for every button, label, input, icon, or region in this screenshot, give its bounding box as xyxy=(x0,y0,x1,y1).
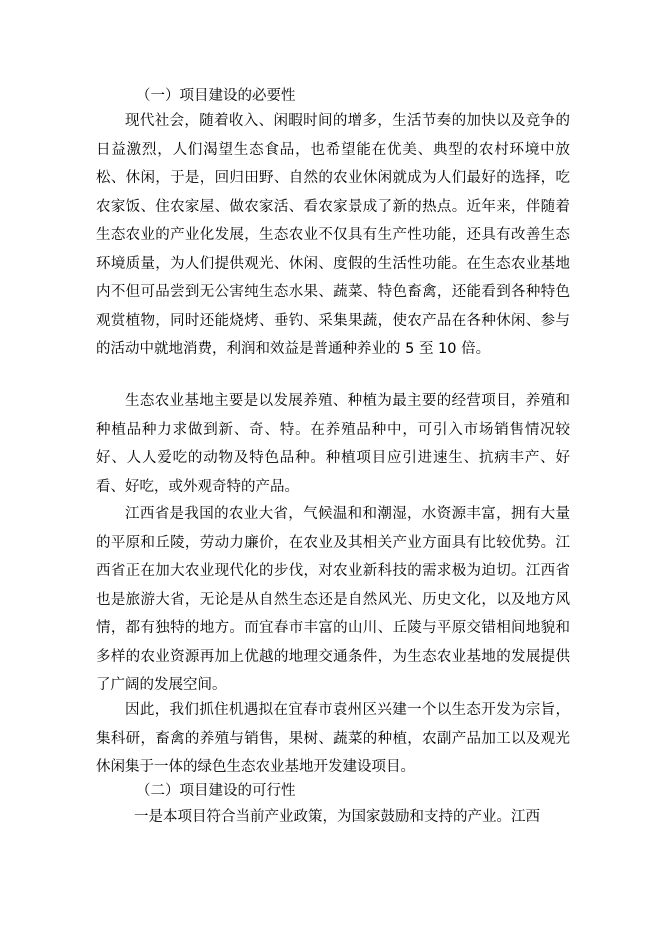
paragraph-therefore: 因此，我们抓住机遇拟在宜春市袁州区兴建一个以生态开发为宗旨，集科研，畜禽的养殖与销售，果树、蔬菜的种植，农副产品加工以及观光休闲集于一体的绿色生态农业基地开发建设项目。 xyxy=(96,702,570,775)
section-heading-feasibility: （二）项目建设的可行性 xyxy=(136,783,296,799)
paragraph-modern-society: 现代社会，随着收入、闲暇时间的增多，生活节奏的加快以及竞争的日益激烈，人们渴望生态食品，也希望能在优美、典型的农村环境中放松、休闲，于是，回归田野、自然的农业休闲就成为人们最好的选择，吃农家饭、住农家屋、做农家活、看农家景成了新的热点。近年来，伴随着生态农业的产业化发展，生态农业不仅具有生产性功能，还具有改善生态环境质量，为人们提供观光、休闲、度假的生活性功能。在生态农业基地内不但可品尝到无公害纯生态水果、蔬菜、特色畜禽，还能看到各种特色观赏植物，同时还能烧烤、垂钓、采集果蔬，使农产品在各种休闲、参与的活动中就地消费，利润和效益是普通种养业的 5 至 10 倍。 xyxy=(96,113,570,357)
paragraph-ecological-base: 生态农业基地主要是以发展养殖、种植为最主要的经营项目，养殖和种植品种力求做到新、奇、特。在养殖品种中，可引入市场销售情况较好、人人爱吃的动物及特色品种。种植项目应引进速生、抗病丰产、好看、好吃，或外观奇特的产品。 xyxy=(96,393,570,495)
paragraph-industrial-policy: 一是本项目符合当前产业政策，为国家鼓励和支持的产业。江西 xyxy=(134,809,540,825)
section-heading-necessity: （一）项目建设的必要性 xyxy=(136,88,296,104)
paragraph-jiangxi: 江西省是我国的农业大省，气候温和和潮湿，水资源丰富，拥有大量的平原和丘陵，劳动力廉价，在农业及其相关产业方面具有比较优势。江西省正在加大农业现代化的步伐，对农业新科技的需求极为迫切。江西省也是旅游大省，无论是从自然生态还是自然风光、历史文化，以及地方风情，都有独特的地方。而宜春市丰富的山川、丘陵与平原交错相间地貌和多样的农业资源再加上优越的地理交通条件，为生态农业基地的发展提供了广阔的发展空间。 xyxy=(96,506,570,693)
